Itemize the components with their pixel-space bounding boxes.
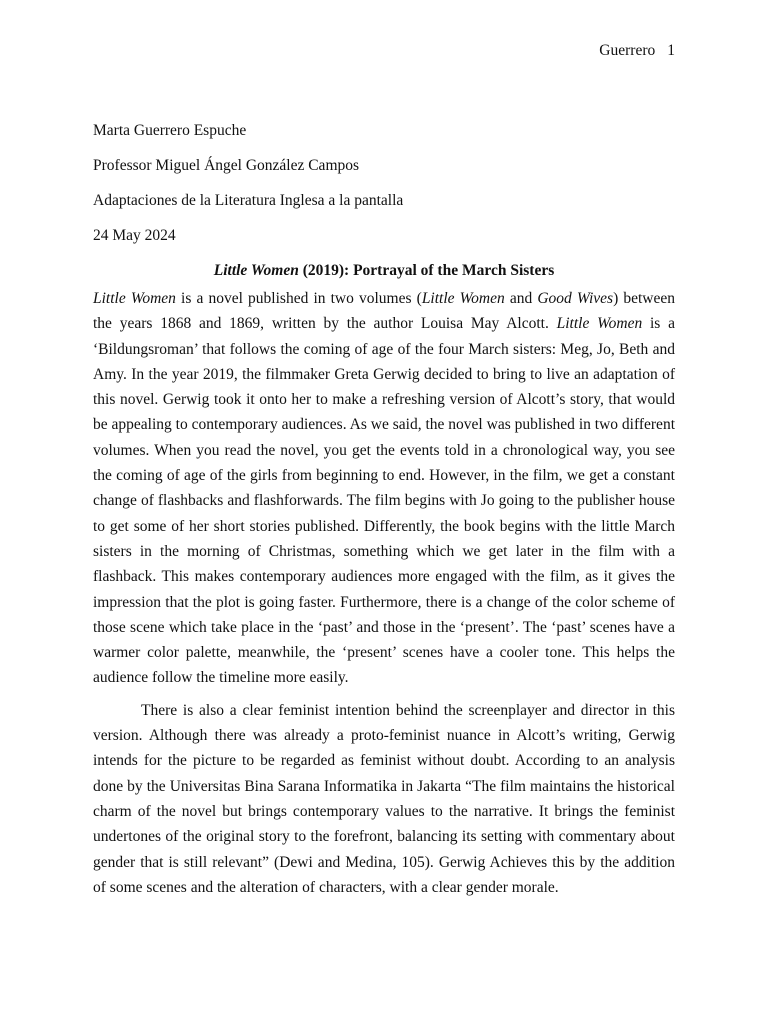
header-surname: Guerrero	[599, 42, 656, 59]
document-body	[93, 120, 675, 907]
title-rest: (2019): Portrayal of the March Sisters	[298, 262, 555, 279]
body-paragraph-1	[93, 286, 675, 691]
running-header	[599, 40, 675, 62]
p1-italic-1: Little Women	[93, 290, 176, 307]
date-line: 24 May 2024	[93, 227, 176, 244]
essay-title	[93, 260, 675, 282]
body-paragraph-2: There is also a clear feminist intention behind the screenplayer and director in this version. Although there was already a proto-feminist nuance in Alcott’s writing, Gerwig intends for the picture to be regarded as feminist without doubt. According to an analysis done by the Universitas Bina Sarana Informatika in Jakarta “The film maintains the historical charm of the novel but brings contemporary values to the narrative. It brings the feminist undertones of the original story to the forefront, balancing its setting with commentary about gender that is still relevant” (Dewi and Medina, 105). Gerwig Achieves this by the addition of some scenes and the alteration of characters, with a clear gender morale.	[93, 701, 675, 896]
p1-italic-4: Little Women	[556, 315, 643, 333]
course-name: Adaptaciones de la Literatura Inglesa a la pantalla	[93, 192, 404, 209]
p1-text-3: ) between the years 1868 and 1869, written by the author Louisa May Alcott.	[93, 290, 675, 333]
p1-italic-3: Good Wives	[537, 290, 614, 307]
p1-italic-2: Little Women	[421, 290, 505, 307]
professor-name: Professor Miguel Ángel González Campos	[93, 157, 360, 174]
title-italic: Little Women	[213, 262, 299, 279]
page-number: 1	[667, 42, 675, 59]
p1-text-2: and	[504, 290, 538, 307]
student-name: Marta Guerrero Espuche	[93, 122, 247, 139]
p1-text-1: is a novel published in two volumes (	[175, 290, 422, 307]
p1-text-4: is a ‘Bildungsroman’ that follows the coming of age of the four March sisters: Meg, Jo, Beth and Amy. In the year 2019, the filmmaker Greta Gerwig decided to bring to live an adaptation of this novel. Gerwig took it onto her to make a refreshing version of Alcott’s story, that would be appealing to contemporary audiences. As we said, the novel was published in two different volumes. When you read the novel, you get the events told in a chronological way, you see the coming of age of the girls from beginning to end. However, in the film, we get a constant change of flashbacks and flashforwards. The film begins with Jo going to the publisher house to get some of her short stories published. Differently, the book begins with the little March sisters in the morning of Christmas, something which we get later in the film with a flashback. This makes contemporary audiences more engaged with the film, as it gives the impression that the plot is going faster. Furthermore, there is a change of the color scheme of those scene which take place in the ‘past’ and those in the ‘present’. The ‘past’ scenes have a warmer color palette, meanwhile, the ‘present’ scenes have a cooler tone. This helps the audience follow the timeline more easily.	[93, 315, 675, 687]
